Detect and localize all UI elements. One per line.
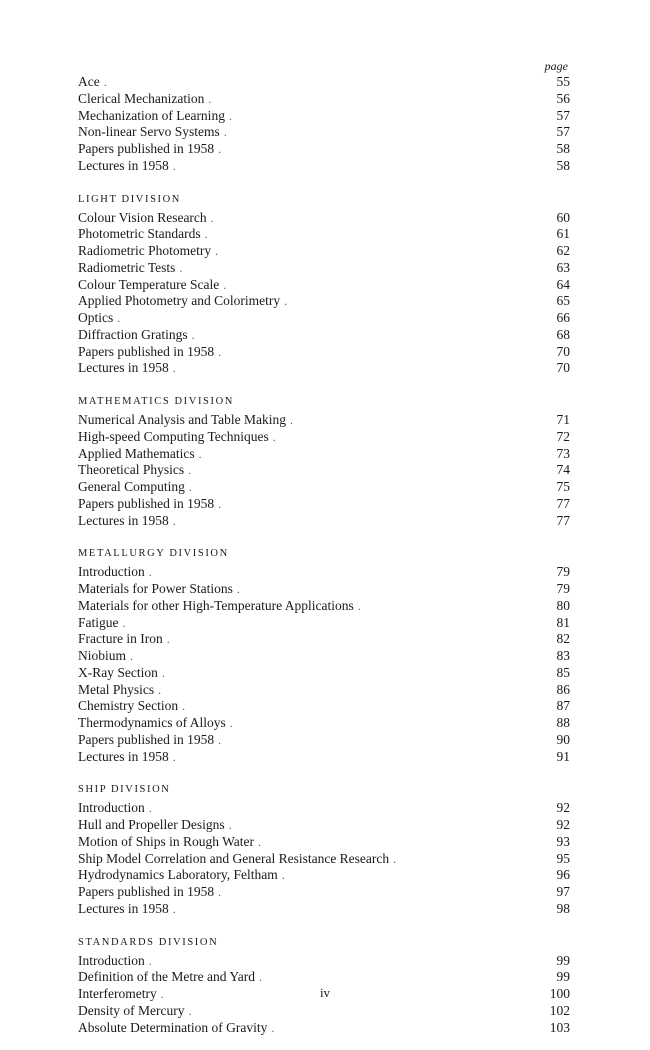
contents-entry xyxy=(78,631,570,648)
contents-entry xyxy=(78,564,570,581)
entry-page-number: 96 xyxy=(556,867,570,883)
entry-title: Papers published in 1958 xyxy=(78,884,215,899)
entry-page-number: 71 xyxy=(556,412,570,427)
entry-title: High-speed Computing Techniques xyxy=(78,428,269,444)
section-heading: SHIP DIVISION xyxy=(78,784,171,796)
dot-leader xyxy=(123,615,543,632)
contents-sections xyxy=(78,74,570,1036)
dot-leader xyxy=(230,715,542,732)
entry-page-number: 92 xyxy=(556,800,570,816)
dot-leader xyxy=(258,834,542,851)
dot-leader xyxy=(192,327,542,344)
entry-title: Non-linear Servo Systems xyxy=(78,124,220,140)
contents-entry xyxy=(78,969,570,986)
entry-title: Lectures in 1958 xyxy=(78,900,169,916)
dot-leader xyxy=(167,631,542,648)
entry-title: Lectures in 1958 xyxy=(78,157,169,173)
dot-leader xyxy=(188,1003,542,1020)
dot-leader xyxy=(284,293,542,310)
contents-entry xyxy=(78,344,570,361)
contents-section xyxy=(78,74,570,175)
entry-page-number: 99 xyxy=(556,969,570,985)
entry-page-number: 61 xyxy=(556,226,570,242)
dot-leader xyxy=(271,1020,542,1037)
entry-page-number: 91 xyxy=(556,748,570,764)
dot-leader xyxy=(173,360,542,377)
entry-title: Ace xyxy=(78,74,100,89)
dot-leader xyxy=(224,124,542,141)
entry-title: Lectures in 1958 xyxy=(78,748,169,764)
contents-entry xyxy=(78,479,570,496)
entry-title: Hull and Propeller Designs xyxy=(78,817,225,832)
dot-leader xyxy=(149,800,542,817)
contents-entry xyxy=(78,243,570,260)
contents-entry xyxy=(78,210,570,227)
contents-entry xyxy=(78,834,570,851)
entry-page-number: 63 xyxy=(556,259,570,275)
contents-entry xyxy=(78,91,570,108)
entry-title: Radiometric Photometry xyxy=(78,243,212,258)
page-number: iv xyxy=(319,985,331,1000)
contents-entry xyxy=(78,496,570,513)
dot-leader xyxy=(173,158,542,175)
entry-title: Chemistry Section xyxy=(78,698,179,714)
contents-entry xyxy=(78,749,570,766)
entry-page-number: 70 xyxy=(556,360,570,376)
contents-entry xyxy=(78,124,570,141)
contents-entry xyxy=(78,310,570,327)
dot-leader xyxy=(149,953,542,970)
contents-entry xyxy=(78,581,570,598)
entry-title: Radiometric Tests xyxy=(78,259,176,275)
entry-title: Theoretical Physics xyxy=(78,462,185,478)
entry-page-number: 102 xyxy=(549,1002,570,1018)
entry-page-number: 93 xyxy=(556,833,570,849)
entry-page-number: 103 xyxy=(549,1019,570,1035)
entry-page-number: 77 xyxy=(556,512,570,528)
entry-page-number: 68 xyxy=(556,326,570,342)
entry-title: Ship Model Correlation and General Resistance Research xyxy=(78,850,390,866)
entry-title: Applied Mathematics xyxy=(78,445,195,461)
contents-section xyxy=(78,192,570,378)
contents-entry xyxy=(78,141,570,158)
dot-leader xyxy=(273,429,542,446)
dot-leader xyxy=(393,851,542,868)
contents-entry xyxy=(78,462,570,479)
entry-title: Hydrodynamics Laboratory, Feltham xyxy=(78,867,278,883)
entry-page-number: 86 xyxy=(556,681,570,697)
entry-title: X-Ray Section xyxy=(78,664,158,680)
dot-leader xyxy=(130,648,542,665)
entry-title: Fracture in Iron xyxy=(78,631,163,647)
contents-section xyxy=(78,546,570,765)
dot-leader xyxy=(205,226,542,243)
dot-leader xyxy=(188,462,542,479)
contents-page xyxy=(78,58,570,1036)
contents-entry xyxy=(78,327,570,344)
dot-leader xyxy=(218,884,542,901)
contents-entry xyxy=(78,715,570,732)
contents-entry xyxy=(78,682,570,699)
dot-leader xyxy=(179,260,542,277)
contents-entry xyxy=(78,598,570,615)
entry-title: Papers published in 1958 xyxy=(78,731,215,747)
entry-page-number: 70 xyxy=(556,343,570,359)
dot-leader xyxy=(229,817,542,834)
entry-title: Metal Physics xyxy=(78,681,155,697)
dot-leader xyxy=(173,901,542,918)
entry-title: Applied Photometry and Colorimetry xyxy=(78,293,281,309)
dot-leader xyxy=(259,969,542,986)
dot-leader xyxy=(162,665,542,682)
section-heading: MATHEMATICS DIVISION xyxy=(78,396,234,407)
entry-page-number: 88 xyxy=(556,715,570,730)
entry-title: Definition of the Metre and Yard xyxy=(78,969,255,985)
entry-title: Papers published in 1958 xyxy=(78,495,215,511)
entry-title: Lectures in 1958 xyxy=(78,512,169,528)
entry-title: Materials for other High-Temperature Applications xyxy=(78,597,354,613)
dot-leader xyxy=(117,310,542,327)
contents-entry xyxy=(78,867,570,884)
contents-entry xyxy=(78,513,570,530)
entry-title: Niobium xyxy=(78,648,127,663)
entry-page-number: 66 xyxy=(556,310,570,325)
entry-page-number: 87 xyxy=(556,698,570,714)
entry-title: Colour Temperature Scale xyxy=(78,276,220,292)
entry-page-number: 62 xyxy=(556,243,570,258)
dot-leader xyxy=(211,210,542,227)
entry-title: Papers published in 1958 xyxy=(78,141,215,156)
dot-leader xyxy=(189,479,542,496)
contents-entry xyxy=(78,800,570,817)
dot-leader xyxy=(282,867,542,884)
entry-page-number: 77 xyxy=(556,495,570,511)
section-heading: METALLURGY DIVISION xyxy=(78,548,229,560)
entry-title: Fatigue xyxy=(78,614,119,630)
contents-entry xyxy=(78,226,570,243)
contents-entry xyxy=(78,429,570,446)
dot-leader xyxy=(104,74,542,91)
contents-entry xyxy=(78,698,570,715)
entry-page-number: 57 xyxy=(556,107,570,123)
contents-section xyxy=(78,394,570,529)
dot-leader xyxy=(218,344,542,361)
entry-page-number: 58 xyxy=(556,141,570,156)
section-heading: LIGHT DIVISION xyxy=(78,193,181,205)
dot-leader xyxy=(215,243,542,260)
entry-page-number: 74 xyxy=(556,462,570,478)
entry-page-number: 83 xyxy=(556,648,570,663)
contents-entry xyxy=(78,360,570,377)
contents-entry xyxy=(78,901,570,918)
contents-entry xyxy=(78,108,570,125)
contents-entry xyxy=(78,412,570,429)
entry-title: Clerical Mechanization xyxy=(78,90,205,106)
entry-page-number: 58 xyxy=(556,157,570,173)
dot-leader xyxy=(173,513,542,530)
entry-page-number: 95 xyxy=(556,850,570,866)
contents-section xyxy=(78,782,570,917)
dot-leader xyxy=(173,749,542,766)
contents-entry xyxy=(78,615,570,632)
entry-page-number: 82 xyxy=(556,631,570,647)
entry-page-number: 85 xyxy=(556,664,570,680)
entry-title: Absolute Determination of Gravity xyxy=(78,1019,268,1035)
contents-entry xyxy=(78,953,570,970)
contents-entry xyxy=(78,277,570,294)
dot-leader xyxy=(229,108,542,125)
contents-entry xyxy=(78,1003,570,1020)
entry-title: Diffraction Gratings xyxy=(78,326,188,342)
entry-page-number: 75 xyxy=(556,479,570,494)
entry-page-number: 65 xyxy=(556,293,570,309)
dot-leader xyxy=(208,91,542,108)
entry-page-number: 64 xyxy=(556,276,570,292)
page-column-label: page xyxy=(544,59,568,73)
contents-entry xyxy=(78,851,570,868)
entry-title: Materials for Power Stations xyxy=(78,581,233,596)
dot-leader xyxy=(237,581,542,598)
dot-leader xyxy=(290,412,542,429)
dot-leader xyxy=(358,598,542,615)
entry-page-number: 55 xyxy=(556,74,570,89)
contents-entry xyxy=(78,817,570,834)
dot-leader xyxy=(149,564,542,581)
entry-page-number: 72 xyxy=(556,428,570,444)
contents-entry xyxy=(78,446,570,463)
entry-title: Lectures in 1958 xyxy=(78,360,169,376)
contents-entry xyxy=(78,1020,570,1037)
entry-title: Papers published in 1958 xyxy=(78,343,215,359)
contents-entry xyxy=(78,260,570,277)
dot-leader xyxy=(218,141,542,158)
entry-page-number: 81 xyxy=(556,614,570,630)
entry-page-number: 92 xyxy=(556,817,570,832)
entry-page-number: 57 xyxy=(556,124,570,140)
entry-title: Introduction xyxy=(78,564,145,580)
entry-page-number: 60 xyxy=(556,209,570,225)
entry-title: Interferometry xyxy=(78,986,157,1001)
entry-title: Optics xyxy=(78,310,114,325)
dot-leader xyxy=(158,682,542,699)
contents-entry xyxy=(78,74,570,91)
entry-page-number: 73 xyxy=(556,445,570,461)
entry-page-number: 80 xyxy=(556,597,570,613)
entry-title: Photometric Standards xyxy=(78,226,201,242)
entry-title: Mechanization of Learning xyxy=(78,107,225,123)
entry-title: General Computing xyxy=(78,479,185,494)
dot-leader xyxy=(223,277,542,294)
entry-page-number: 56 xyxy=(556,90,570,106)
entry-title: Motion of Ships in Rough Water xyxy=(78,833,255,849)
entry-title: Density of Mercury xyxy=(78,1002,185,1018)
entry-page-number: 79 xyxy=(556,564,570,580)
entry-page-number: 99 xyxy=(556,952,570,968)
entry-title: Introduction xyxy=(78,800,145,816)
entry-title: Colour Vision Research xyxy=(78,209,207,225)
contents-entry xyxy=(78,158,570,175)
entry-page-number: 97 xyxy=(556,884,570,899)
entry-page-number: 90 xyxy=(556,731,570,747)
dot-leader xyxy=(218,496,542,513)
entry-title: Numerical Analysis and Table Making xyxy=(78,412,287,427)
entry-page-number: 98 xyxy=(556,900,570,916)
entry-page-number: 100 xyxy=(549,986,570,1001)
contents-entry xyxy=(78,732,570,749)
contents-entry xyxy=(78,884,570,901)
dot-leader xyxy=(182,698,542,715)
contents-entry xyxy=(78,293,570,310)
section-heading: STANDARDS DIVISION xyxy=(78,936,219,948)
contents-entry xyxy=(78,665,570,682)
dot-leader xyxy=(218,732,542,749)
entry-title: Thermodynamics of Alloys xyxy=(78,715,226,730)
dot-leader xyxy=(199,446,542,463)
entry-title: Introduction xyxy=(78,952,145,968)
entry-page-number: 79 xyxy=(556,581,570,596)
contents-entry xyxy=(78,648,570,665)
